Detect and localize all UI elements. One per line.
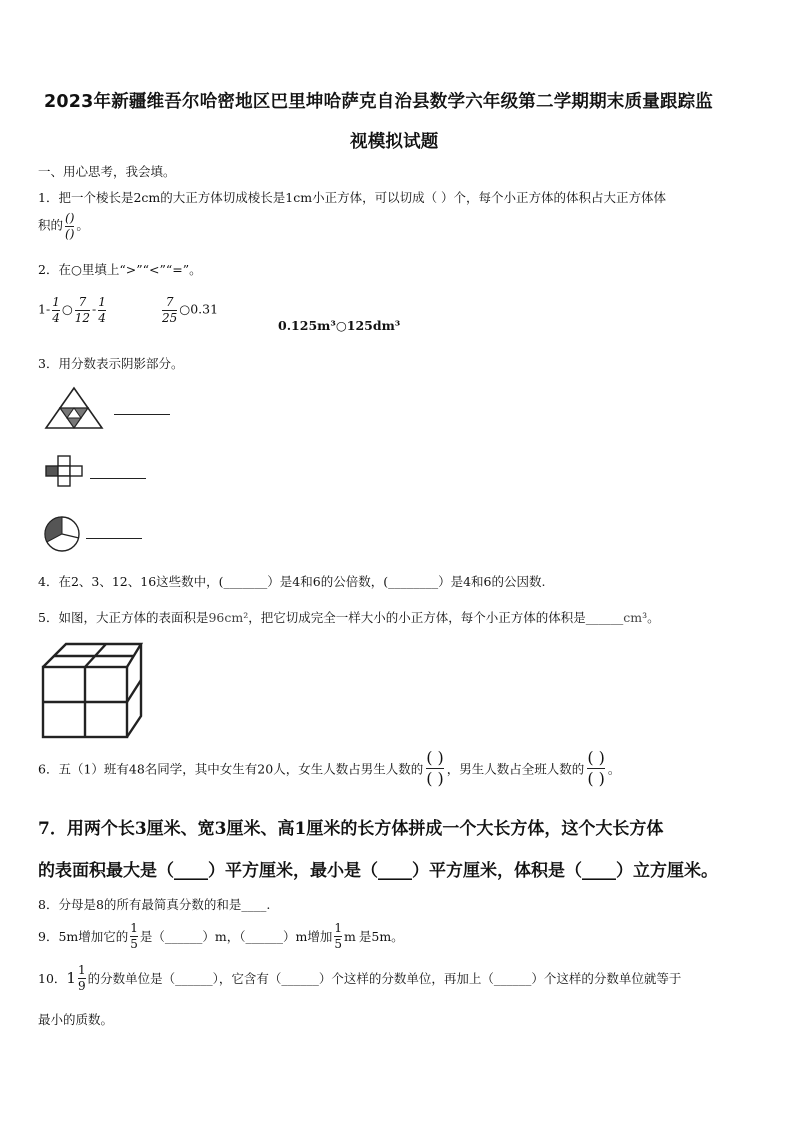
title-line-1: 2023年新疆维吾尔哈密地区巴里坤哈萨克自治县数学六年级第二学期期末质量跟踪监	[44, 92, 714, 112]
answer-line	[114, 402, 170, 415]
cross-figure	[44, 454, 90, 488]
answer-line	[86, 526, 142, 539]
answer-line	[90, 466, 146, 479]
question-2-compare-c: 0.125m³○125dm³	[278, 318, 401, 333]
question-2: 2．在○里填上“>”“<”“=”。	[38, 262, 202, 277]
question-8: 8．分母是8的所有最简真分数的和是____.	[38, 897, 271, 912]
question-10: 10．1 $\frac{1}{9}$ 的分数单位是（______），它含有（______）个这样的分数单位，再加上（______）个这样的分数单位就等于	[38, 963, 682, 993]
title-line-2: 视模拟试题	[350, 132, 439, 152]
section-heading: 一、用心思考，我会填。	[38, 164, 176, 179]
question-10-line-2: 最小的质数。	[38, 1012, 114, 1027]
question-5: 5．如图，大正方体的表面积是96cm²，把它切成完全一样大小的小正方体，每个小正方体的体积是______cm³。	[38, 610, 660, 625]
question-1-tail: 积的 $\frac{()}{()}$ 。	[38, 211, 89, 241]
fraction-blank: $\frac{( )}{( )}$	[587, 748, 605, 788]
question-6: 6．五（1）班有48名同学，其中女生有20人，女生人数占男生人数的 $\frac{( )}{( )}$ ，男生人数占全班人数的 $\frac{( )}{( )}$ 。	[38, 748, 621, 788]
fraction-blank: $\frac{()}{()}$	[65, 211, 75, 241]
question-7-line-1: 7．用两个长3厘米、宽3厘米、高1厘米的长方体拼成一个大长方体，这个大长方体	[38, 819, 664, 839]
question-1: 1．把一个棱长是2cm的大正方体切成棱长是1cm小正方体，可以切成（ ）个，每个小正方体的体积占大正方体体	[38, 190, 667, 205]
triangle-figure	[44, 386, 104, 430]
circle-figure	[40, 514, 84, 554]
cube-figure	[40, 640, 144, 740]
fraction-blank: $\frac{( )}{( )}$	[426, 748, 444, 788]
question-4: 4．在2、3、12、16这些数中，(_______）是4和6的公倍数，(________）是4和6的公因数.	[38, 574, 546, 589]
question-7-line-2: 的表面积最大是（____）平方厘米，最小是（____）平方厘米，体积是（____）立方厘米。	[38, 861, 718, 881]
question-3: 3．用分数表示阴影部分。	[38, 356, 184, 371]
question-1-tail-text: 积的	[38, 217, 64, 233]
question-9: 9．5m增加它的 $\frac{1}{5}$ 是（______）m，（______）m增加 $\frac{1}{5}$ m 是5m。	[38, 921, 404, 951]
question-2-compare-a: 1- $\frac{1}{4}$ ○ $\frac{7}{12}$ - $\frac{1}{4}$	[38, 295, 106, 325]
question-2-compare-b: $\frac{7}{25}$ ○0.31	[162, 295, 219, 325]
